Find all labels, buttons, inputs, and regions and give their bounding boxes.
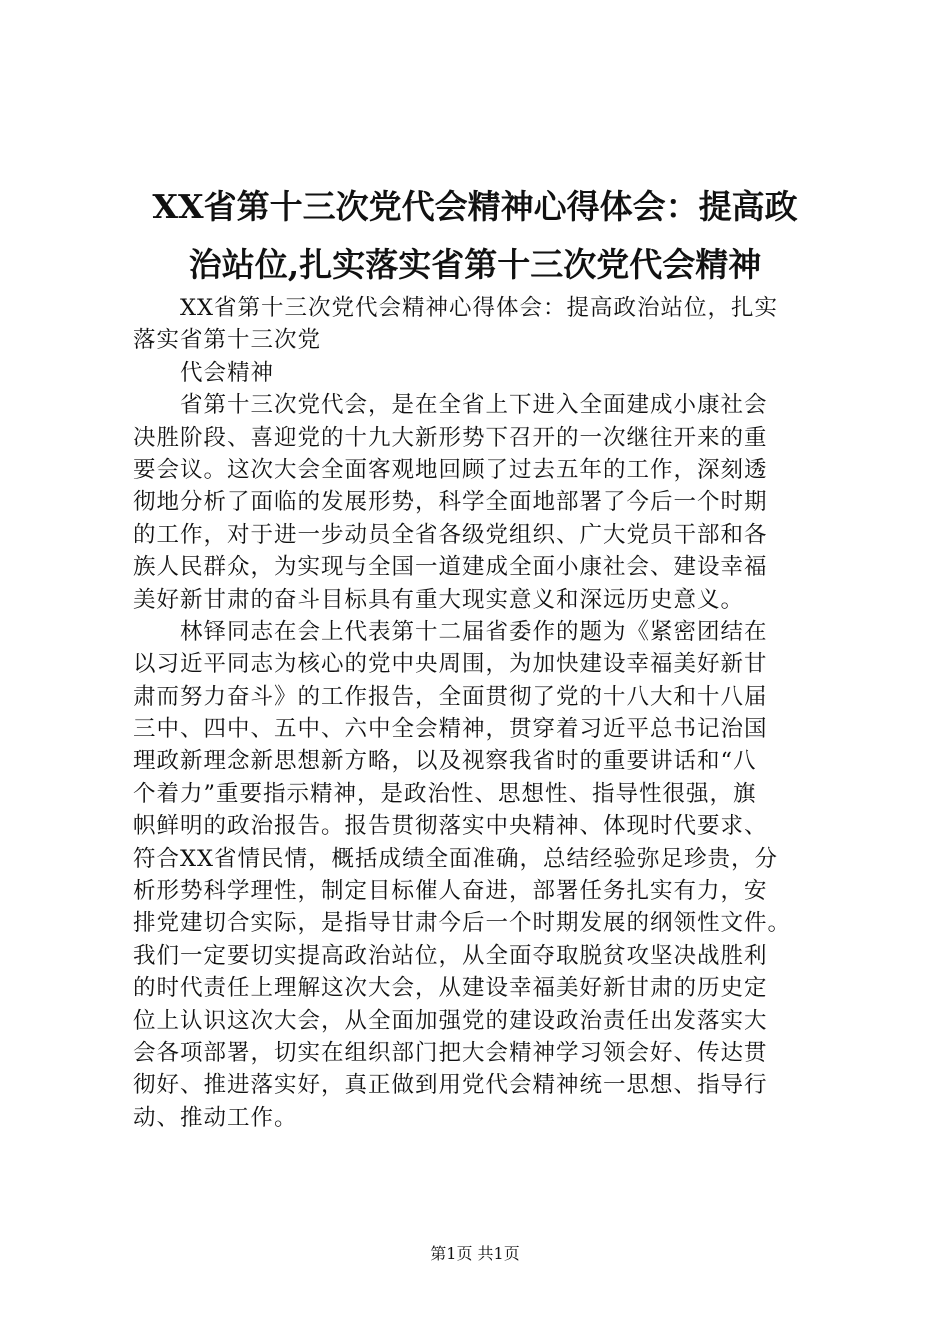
body-line: XX省第十三次党代会精神心得体会：提高政治站位，扎实 bbox=[180, 295, 779, 321]
body-line: 美好新甘肃的奋斗目标具有重大现实意义和深远历史意义。 bbox=[133, 586, 745, 613]
body-line: 以习近平同志为核心的党中央周围，为加快建设幸福美好新甘 bbox=[133, 651, 768, 678]
body-line: 要会议。这次大会全面客观地回顾了过去五年的工作，深刻透 bbox=[133, 456, 768, 483]
title-line-2: 治站位,扎实落实省第十三次党代会精神 bbox=[188, 245, 762, 284]
body-line: 族人民群众，为实现与全国一道建成全面小康社会、建设幸福 bbox=[133, 554, 768, 581]
body-line: 会各项部署，切实在组织部门把大会精神学习领会好、传达贯 bbox=[133, 1039, 768, 1066]
body-line: 帜鲜明的政治报告。报告贯彻落实中央精神、体现时代要求、 bbox=[133, 813, 768, 840]
body-line: 林铎同志在会上代表第十二届省委作的题为《紧密团结在 bbox=[180, 618, 768, 645]
body-line: 析形势科学理性，制定目标催人奋进，部署任务扎实有力，安 bbox=[133, 878, 768, 905]
body-line: 的工作，对于进一步动员全省各级党组织、广大党员干部和各 bbox=[133, 521, 768, 548]
document-body bbox=[133, 292, 833, 1134]
body-line: 的时代责任上理解这次大会，从建设幸福美好新甘肃的历史定 bbox=[133, 975, 768, 1002]
body-line: 我们一定要切实提高政治站位，从全面夺取脱贫攻坚决战胜利 bbox=[133, 942, 768, 969]
body-line: 符合XX省情民情，概括成绩全面准确，总结经验弥足珍贵，分 bbox=[133, 845, 779, 872]
body-line: 决胜阶段、喜迎党的十九大新形势下召开的一次继往开来的重 bbox=[133, 424, 768, 451]
body-line: 落实省第十三次党 bbox=[133, 327, 322, 354]
body-line: 位上认识这次大会，从全面加强党的建设政治责任出发落实大 bbox=[133, 1007, 768, 1034]
body-line: 排党建切合实际，是指导甘肃今后一个时期发展的纲领性文件。 bbox=[133, 910, 792, 937]
body-line: 肃而努力奋斗》的工作报告，全面贯彻了党的十八大和十八届 bbox=[133, 683, 768, 710]
body-line: 三中、四中、五中、六中全会精神，贯穿着习近平总书记治国 bbox=[133, 716, 768, 743]
body-line: 彻地分析了面临的发展形势，科学全面地部署了今后一个时期 bbox=[133, 489, 768, 516]
body-line: 彻好、推进落实好，真正做到用党代会精神统一思想、指导行 bbox=[133, 1072, 768, 1099]
body-line: 个着力”重要指示精神，是政治性、思想性、指导性很强，旗 bbox=[133, 780, 757, 807]
body-line: 代会精神 bbox=[180, 359, 275, 386]
body-line: 动、推动工作。 bbox=[133, 1104, 298, 1131]
body-line: 省第十三次党代会，是在全省上下进入全面建成小康社会 bbox=[180, 392, 768, 419]
document-title bbox=[120, 178, 830, 294]
title-line-1: XX省第十三次党代会精神心得体会：提高政 bbox=[152, 187, 798, 226]
body-line: 理政新理念新思想新方略，以及视察我省时的重要讲话和“八 bbox=[133, 748, 757, 775]
page-footer: 第1页 共1页 bbox=[430, 1244, 520, 1263]
